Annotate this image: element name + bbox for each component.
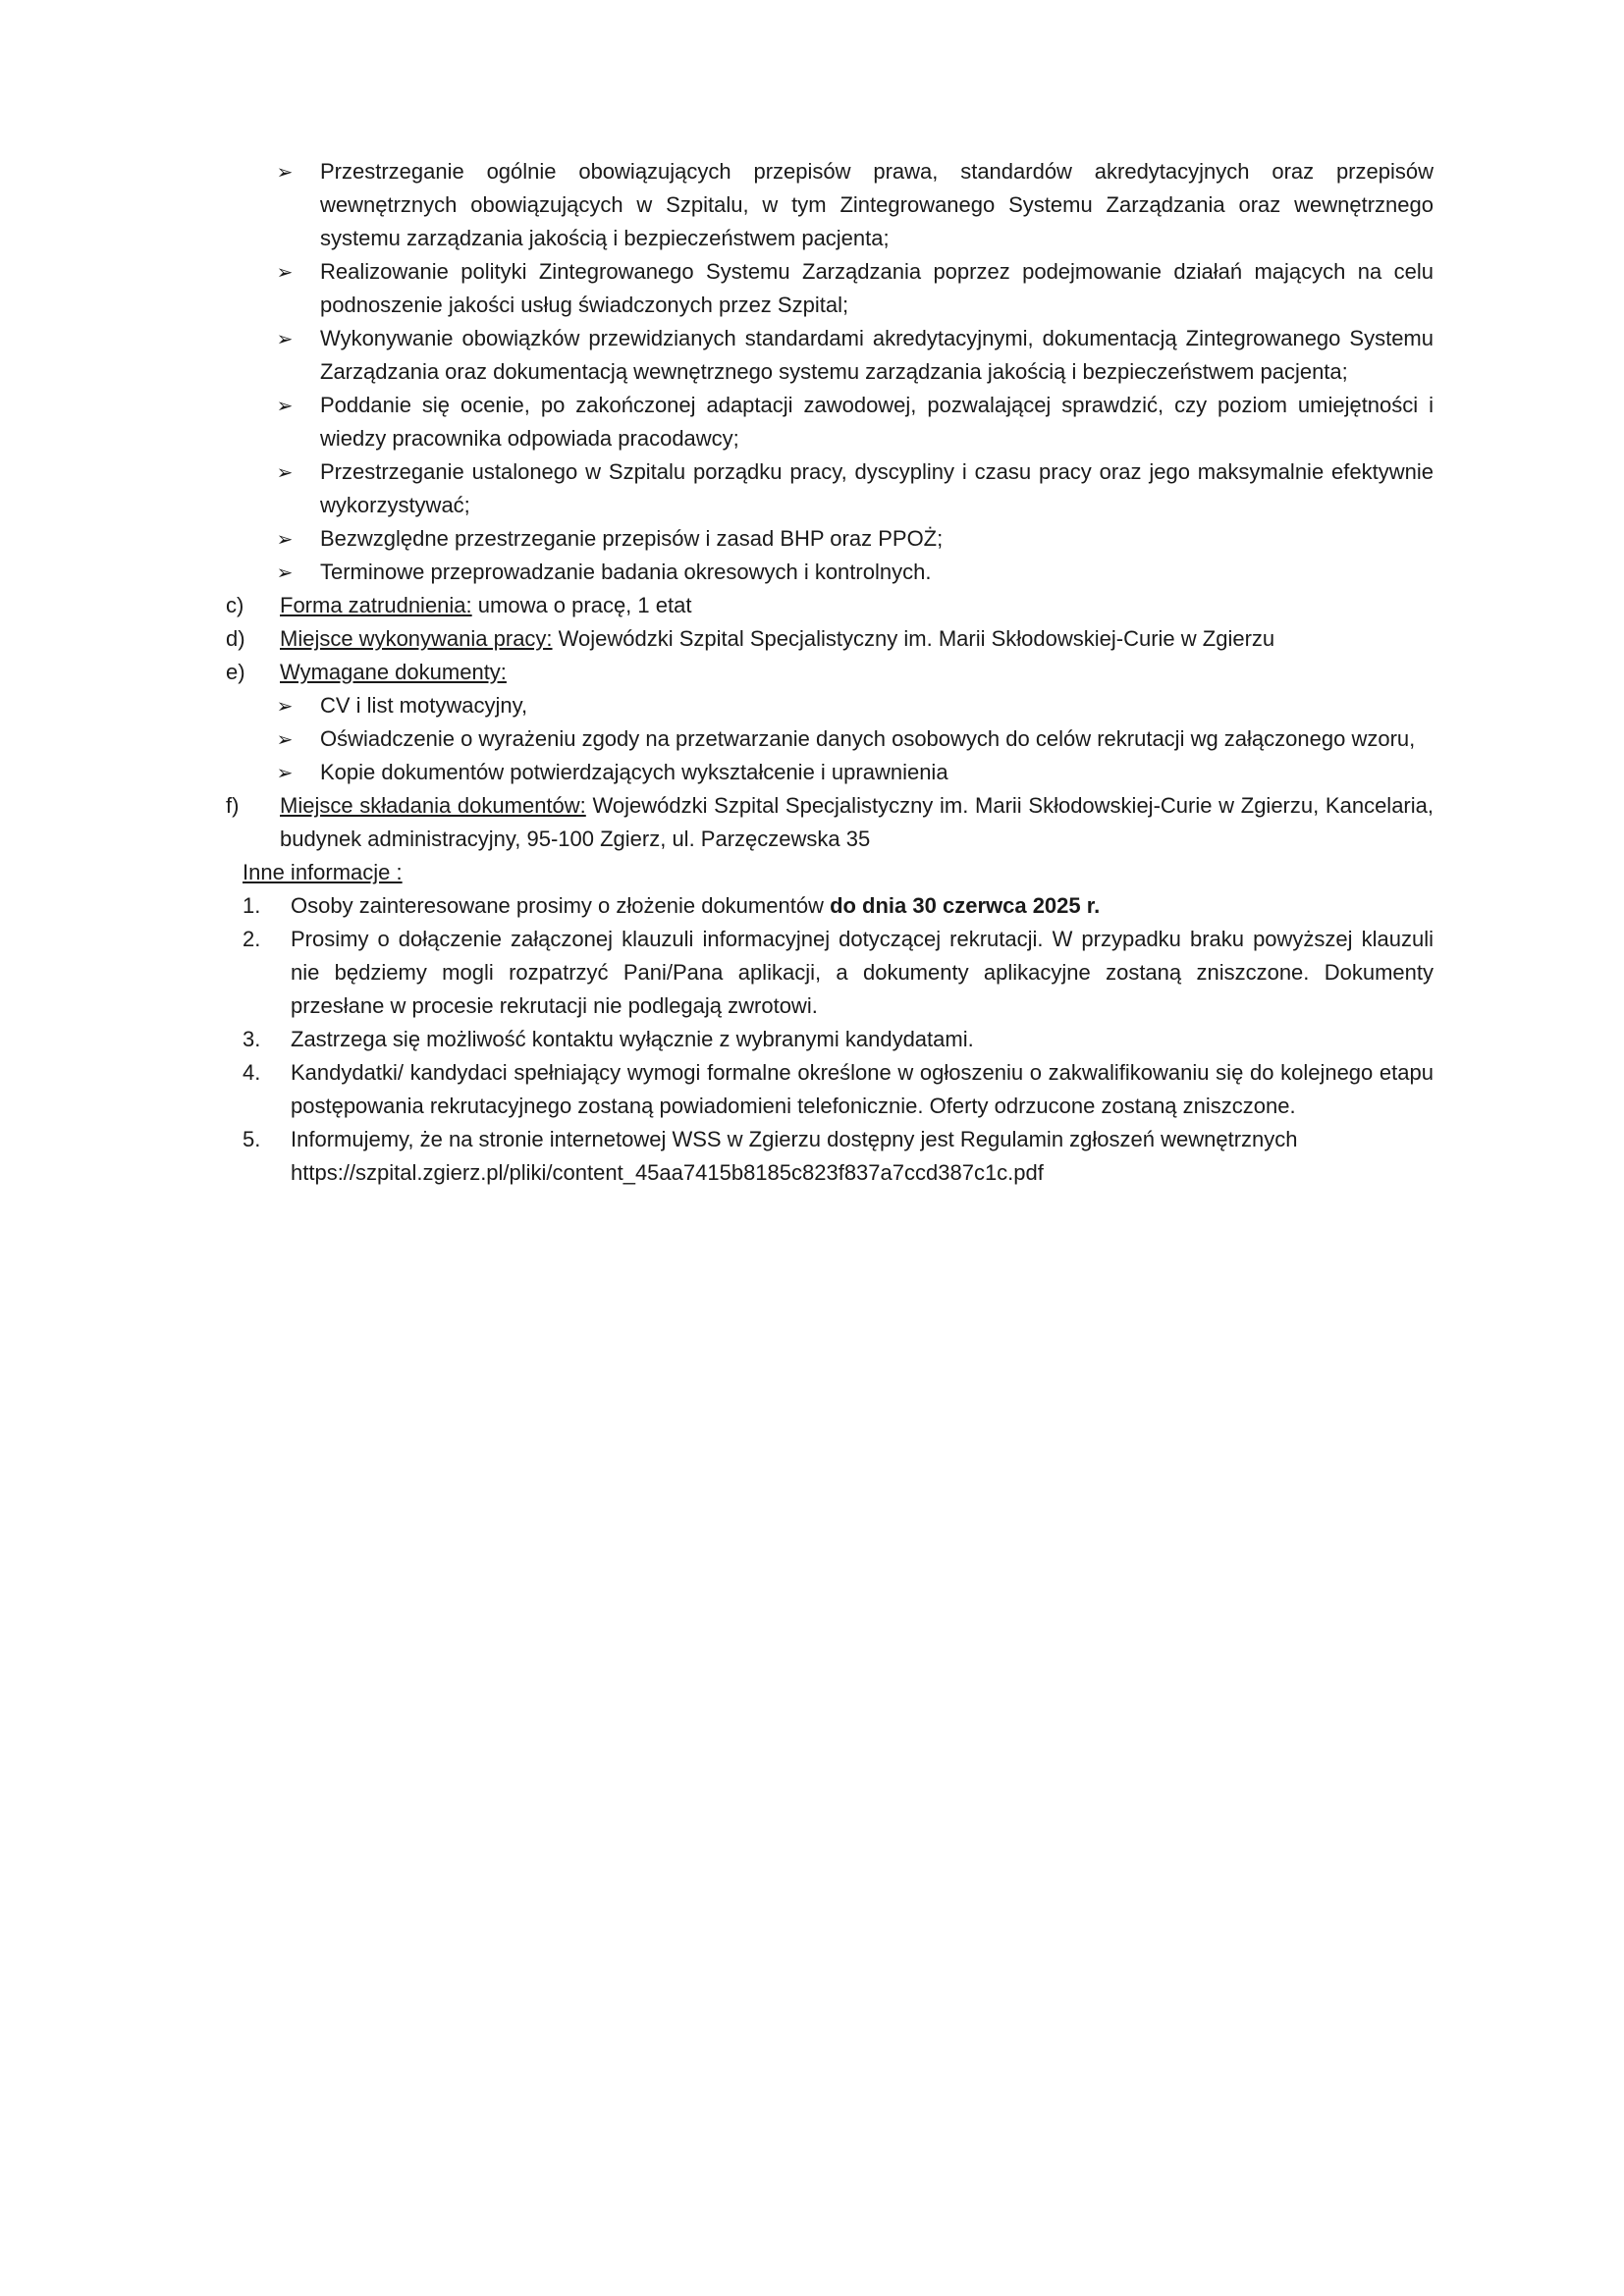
list-item: ➢ Przestrzeganie ustalonego w Szpitalu porządku pracy, dyscypliny i czasu pracy oraz jego maksymalnie efektywnie wykorzystywać; — [320, 455, 1434, 522]
other-info-item-1: 1. Osoby zainteresowane prosimy o złożenie dokumentów do dnia 30 czerwca 2025 r. — [226, 889, 1434, 923]
other-info-heading: Inne informacje : — [243, 860, 403, 884]
arrow-bullet-icon: ➢ — [276, 561, 294, 584]
deadline: do dnia 30 czerwca 2025 r. — [830, 893, 1101, 918]
submission-place-label: Miejsce składania dokumentów: — [280, 793, 586, 818]
item-letter: d) — [226, 626, 245, 651]
arrow-bullet-icon: ➢ — [276, 394, 294, 417]
item-letter: f) — [226, 793, 240, 818]
required-documents-label: Wymagane dokumenty: — [280, 660, 507, 684]
arrow-bullet-icon: ➢ — [276, 761, 294, 784]
workplace-label: Miejsce wykonywania pracy: — [280, 626, 553, 651]
arrow-bullet-icon: ➢ — [276, 460, 294, 484]
list-item: ➢ Przestrzeganie ogólnie obowiązujących przepisów prawa, standardów akredytacyjnych oraz przepisów wewnętrznych obowiązujących w Szpitalu, w tym Zintegrowanego Systemu Zarządzania oraz wewnętrznego systemu zarządzania jakością i bezpieczeństwem pacjenta; — [320, 155, 1434, 255]
workplace-item — [226, 622, 1434, 656]
submission-place-item — [226, 789, 1434, 856]
arrow-bullet-icon: ➢ — [276, 260, 294, 284]
arrow-bullet-icon: ➢ — [276, 327, 294, 350]
other-info-item-5: 5. Informujemy, że na stronie internetowej WSS w Zgierzu dostępny jest Regulamin zgłoszeń wewnętrznych https://szpital.zgierz.pl/pliki/content_45aa7415b8185c823f837a7ccd387c1c.pdf — [226, 1123, 1434, 1190]
list-item: ➢ Oświadczenie o wyrażeniu zgody na przetwarzanie danych osobowych do celów rekrutacji wg załączonego wzoru, — [320, 722, 1434, 756]
list-item: ➢ Bezwzględne przestrzeganie przepisów i zasad BHP oraz PPOŻ; — [320, 522, 1434, 556]
required-documents-list — [226, 689, 1434, 789]
employment-form-item — [226, 589, 1434, 622]
arrow-bullet-icon: ➢ — [276, 160, 294, 184]
item-number: 4. — [243, 1060, 261, 1085]
list-item: ➢ Terminowe przeprowadzanie badania okresowych i kontrolnych. — [320, 556, 1434, 589]
submission-place-value: Wojewódzki Szpital Specjalistyczny im. Marii Skłodowskiej-Curie w Zgierzu, Kancelaria, budynek administracyjny, 95-100 Zgierz, ul. Parzęczewska 35 — [280, 793, 1434, 851]
item-number: 1. — [243, 893, 261, 918]
other-info-item-2: 2. Prosimy o dołączenie załączonej klauzuli informacyjnej dotyczącej rekrutacji. W przypadku braku powyższej klauzuli nie będziemy mogli rozpatrzyć Pani/Pana aplikacji, a dokumenty aplikacyjne zostaną zniszczone. Dokumenty przesłane w procesie rekrutacji nie podlegają zwrotowi. — [226, 923, 1434, 1023]
item-number: 3. — [243, 1027, 261, 1051]
item-letter: e) — [226, 660, 245, 684]
required-documents-item — [226, 656, 1434, 689]
list-item: ➢ Wykonywanie obowiązków przewidzianych standardami akredytacyjnymi, dokumentacją Zintegrowanego Systemu Zarządzania oraz dokumentacją wewnętrznego systemu zarządzania jakością i bezpieczeństwem pacjenta; — [320, 322, 1434, 389]
document-body — [226, 155, 1434, 1190]
arrow-bullet-icon: ➢ — [276, 527, 294, 551]
employment-form-label: Forma zatrudnienia: — [280, 593, 472, 617]
list-item: ➢ Realizowanie polityki Zintegrowanego Systemu Zarządzania poprzez podejmowanie działań mających na celu podnoszenie jakości usług świadczonych przez Szpital; — [320, 255, 1434, 322]
workplace-value: Wojewódzki Szpital Specjalistyczny im. Marii Skłodowskiej-Curie w Zgierzu — [552, 626, 1275, 651]
employment-form-value: umowa o pracę, 1 etat — [471, 593, 692, 617]
arrow-bullet-icon: ➢ — [276, 727, 294, 751]
list-item: ➢ Kopie dokumentów potwierdzających wykształcenie i uprawnienia — [320, 756, 1434, 789]
list-item: ➢ CV i list motywacyjny, — [320, 689, 1434, 722]
arrow-bullet-icon: ➢ — [276, 694, 294, 718]
other-info-item-4: 4. Kandydatki/ kandydaci spełniający wymogi formalne określone w ogłoszeniu o zakwalifikowaniu się do kolejnego etapu postępowania rekrutacyjnego zostaną powiadomieni telefonicznie. Oferty odrzucone zostaną zniszczone. — [226, 1056, 1434, 1123]
other-info-item-3: 3. Zastrzega się możliwość kontaktu wyłącznie z wybranymi kandydatami. — [226, 1023, 1434, 1056]
item-number: 5. — [243, 1127, 261, 1151]
duties-list — [226, 155, 1434, 589]
item-number: 2. — [243, 927, 261, 951]
item-letter: c) — [226, 593, 244, 617]
regulations-link[interactable]: https://szpital.zgierz.pl/pliki/content_45aa7415b8185c823f837a7ccd387c1c.pdf — [291, 1160, 1044, 1185]
list-item: ➢ Poddanie się ocenie, po zakończonej adaptacji zawodowej, pozwalającej sprawdzić, czy poziom umiejętności i wiedzy pracownika odpowiada pracodawcy; — [320, 389, 1434, 455]
